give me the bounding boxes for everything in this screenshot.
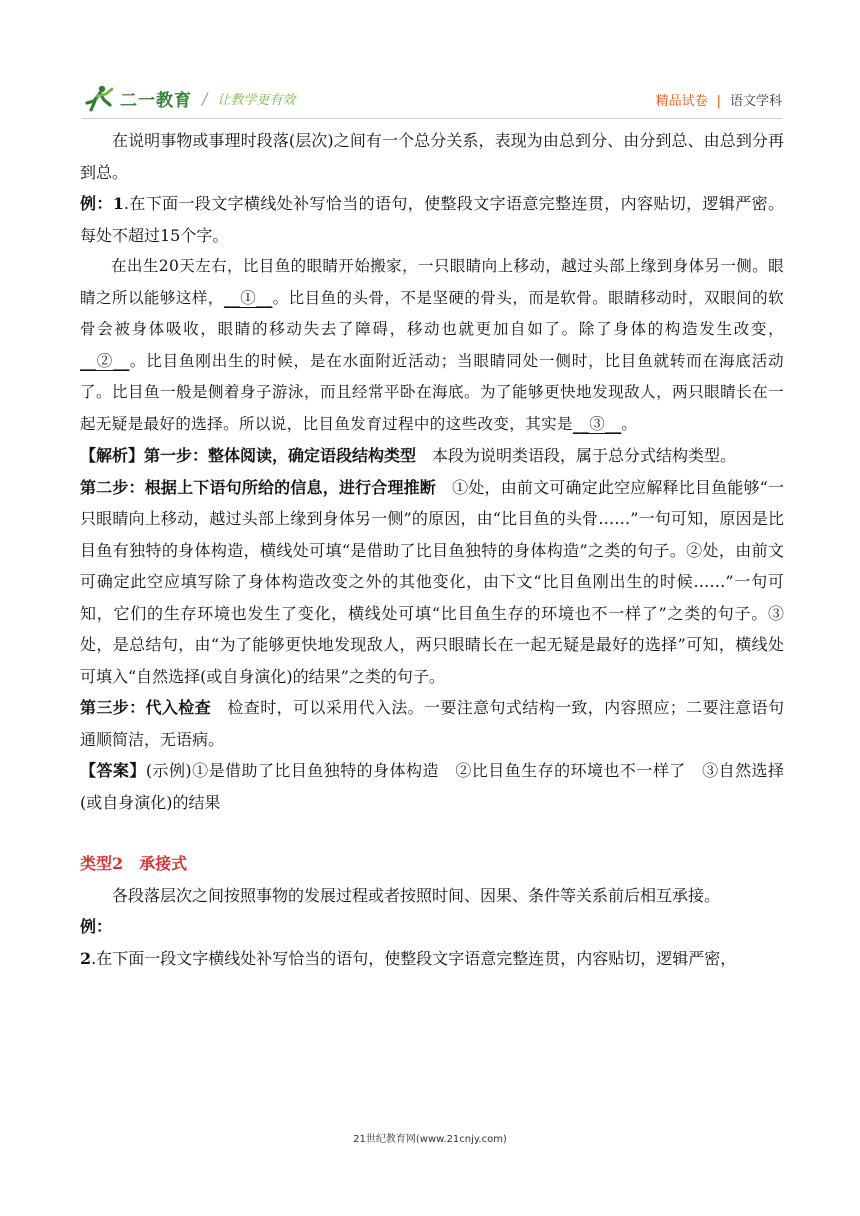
- page-header: [82, 82, 782, 116]
- page-footer: 21世纪教育网(www.21cnjy.com): [353, 1134, 507, 1145]
- answer-label: 【答案】: [80, 761, 146, 780]
- brand-name: 二一教育: [120, 90, 192, 111]
- step-3-title: 第三步：代入检查: [80, 698, 212, 717]
- step-2-title: 第二步：根据上下语句所给的信息，进行合理推断: [80, 477, 436, 497]
- type-2-description: 各段落层次之间按照事物的发展过程或者按照时间、因果、条件等关系前后相互承接。: [112, 885, 721, 905]
- analysis-step-1: [80, 440, 784, 472]
- type-2-heading: 类型2 承接式: [80, 854, 188, 873]
- blank-3: __③__: [572, 414, 622, 433]
- step-3-text: 检查时，可以采用代入法。一要注意句式结构一致，内容照应；二要注意语句通顺简洁，无语病。: [80, 698, 784, 749]
- passage-part-3: 。比目鱼刚出生的时候，是在水面附近活动；当眼睛同处一侧时，比目鱼就转而在海底活动了。比目鱼一般是侧着身子游泳，而且经常平卧在海底。为了能够更快地发现敌人，两只眼睛长在一起无疑是最好的选择。所以说，比目鱼发育过程中的这些改变，其实是: [80, 351, 784, 433]
- document-body: [80, 125, 784, 974]
- example-number: 1: [112, 194, 124, 213]
- blank-1: __①__: [223, 288, 273, 307]
- logo: [82, 82, 295, 114]
- step-2-text: ①处，由前文可确定此空应解释比目鱼能够“一只眼睛向上移动，越过头部上缘到身体另一侧”的原因，由“比目鱼的头骨……”一句可知，原因是比目鱼有独特的身体构造，横线处可填“是借助了比目鱼独特的身体构造”之类的句子。②处，由前文可确定此空应填写除了身体构造改变之外的其他变化，由下文“比目鱼刚出生的时候……”一句可知，它们的生存环境也发生了变化，横线处可填“比目鱼生存的环境也不一样了”之类的句子。③处，是总结句，由“为了能够更快地发现敌人，两只眼睛长在一起无疑是最好的选择”可知，横线处可填入“自然选择(或自身演化)的结果”之类的句子。: [80, 477, 784, 686]
- analysis-step-3: [80, 692, 784, 755]
- running-person-icon: [82, 83, 118, 113]
- subject-label: 语文学科: [729, 94, 782, 109]
- answer-text: (示例)①是借助了比目鱼独特的身体构造 ②比目鱼生存的环境也不一样了 ③自然选择(或自身演化)的结果: [80, 761, 784, 812]
- blank-2: __②__: [80, 351, 130, 370]
- passage-paragraph: [80, 251, 784, 440]
- intro-paragraph: 在说明事物或事理时段落(层次)之间有一个总分关系，表现为由总到分、由分到总、由总到分再到总。: [80, 131, 784, 182]
- header-right: [656, 90, 782, 109]
- example-2-prompt: [80, 943, 784, 975]
- step-1-title: 第一步：整体阅读，确定语段结构类型: [144, 446, 417, 465]
- header-slash: /: [202, 88, 208, 108]
- header-divider: [82, 118, 782, 119]
- example-label: 例：: [80, 194, 113, 213]
- step-1-text: 本段为说明类语段，属于总分式结构类型。: [416, 446, 737, 465]
- analysis-step-2: [80, 472, 784, 693]
- example-2-number: 2: [80, 948, 92, 968]
- slogan: 让教学更有效: [217, 92, 296, 108]
- example-2-label: 例：: [80, 917, 113, 936]
- answer-paragraph: [80, 755, 784, 818]
- passage-part-4: 。: [621, 414, 638, 433]
- example-1-prompt: [80, 188, 784, 251]
- analysis-label: 【解析】: [80, 446, 145, 465]
- example-1-text: .在下面一段文字横线处补写恰当的语句，使整段文字语意完整连贯，内容贴切，逻辑严密。每处不超过15个字。: [80, 194, 784, 245]
- passage-part-2: 。比目鱼的头骨，不是坚硬的骨头，而是软骨。眼睛移动时，双眼间的软骨会被身体吸收，眼睛的移动失去了障碍，移动也就更加自如了。除了身体的构造发生改变，: [80, 288, 784, 338]
- header-separator: |: [716, 94, 721, 109]
- passage-part-1: 在出生20天左右，比目鱼的眼睛开始搬家，一只眼睛向上移动，越过头部上缘到身体另一侧。眼睛之所以能够这样，: [80, 257, 784, 307]
- premium-label: 精品试卷: [655, 94, 708, 109]
- example-2-text: .在下面一段文字横线处补写恰当的语句，使整段文字语意完整连贯，内容贴切，逻辑严密，: [91, 948, 737, 968]
- example-2-label-line: [80, 911, 784, 943]
